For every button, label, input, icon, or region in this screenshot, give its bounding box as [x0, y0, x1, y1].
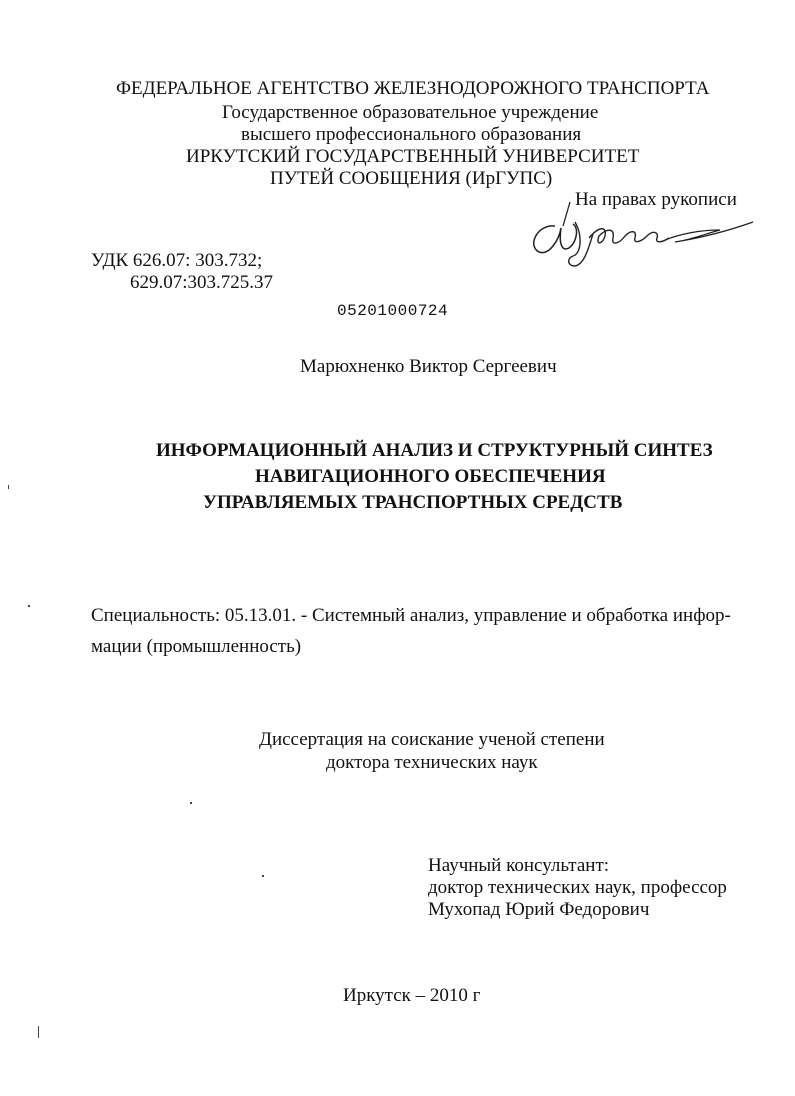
specialty-line1: Специальность: 05.13.01. - Системный анализ, управление и обработка инфор- — [91, 605, 731, 626]
manuscript-rights: На правах рукописи — [575, 189, 737, 210]
university-name-line2: ПУТЕЙ СООБЩЕНИЯ (ИрГУПС) — [270, 168, 553, 189]
thesis-title-line1: ИНФОРМАЦИОННЫЙ АНАЛИЗ И СТРУКТУРНЫЙ СИНТЕЗ — [156, 440, 713, 461]
scan-speck — [262, 875, 264, 877]
scan-speck — [8, 485, 9, 489]
udk-line2: 629.07:303.725.37 — [130, 272, 274, 293]
specialty-line2: мации (промышленность) — [91, 636, 302, 657]
institution-type: Государственное образовательное учреждение — [222, 102, 599, 123]
scan-speck — [38, 1026, 39, 1038]
agency-name: ФЕДЕРАЛЬНОЕ АГЕНТСТВО ЖЕЛЕЗНОДОРОЖНОГО ТРАНСПОРТА — [116, 78, 710, 99]
registration-number: 05201000724 — [337, 302, 449, 320]
education-level: высшего профессионального образования — [241, 124, 582, 145]
author-name: Марюхненко Виктор Сергеевич — [300, 356, 557, 377]
consultant-label: Научный консультант: — [428, 855, 610, 876]
scan-speck — [190, 802, 192, 804]
dissertation-line2: доктора технических наук — [326, 752, 538, 773]
university-name-line1: ИРКУТСКИЙ ГОСУДАРСТВЕННЫЙ УНИВЕРСИТЕТ — [186, 146, 640, 167]
thesis-title-line2: НАВИГАЦИОННОГО ОБЕСПЕЧЕНИЯ — [255, 466, 606, 487]
scan-speck — [28, 605, 30, 607]
thesis-title-line3: УПРАВЛЯЕМЫХ ТРАНСПОРТНЫХ СРЕДСТВ — [203, 492, 623, 513]
udk-line1: УДК 626.07: 303.732; — [91, 250, 263, 271]
consultant-degree: доктор технических наук, профессор — [428, 877, 727, 898]
consultant-name: Мухопад Юрий Федорович — [428, 899, 650, 920]
city-year: Иркутск – 2010 г — [343, 985, 481, 1006]
signature — [515, 196, 760, 274]
dissertation-line1: Диссертация на соискание ученой степени — [259, 729, 605, 750]
